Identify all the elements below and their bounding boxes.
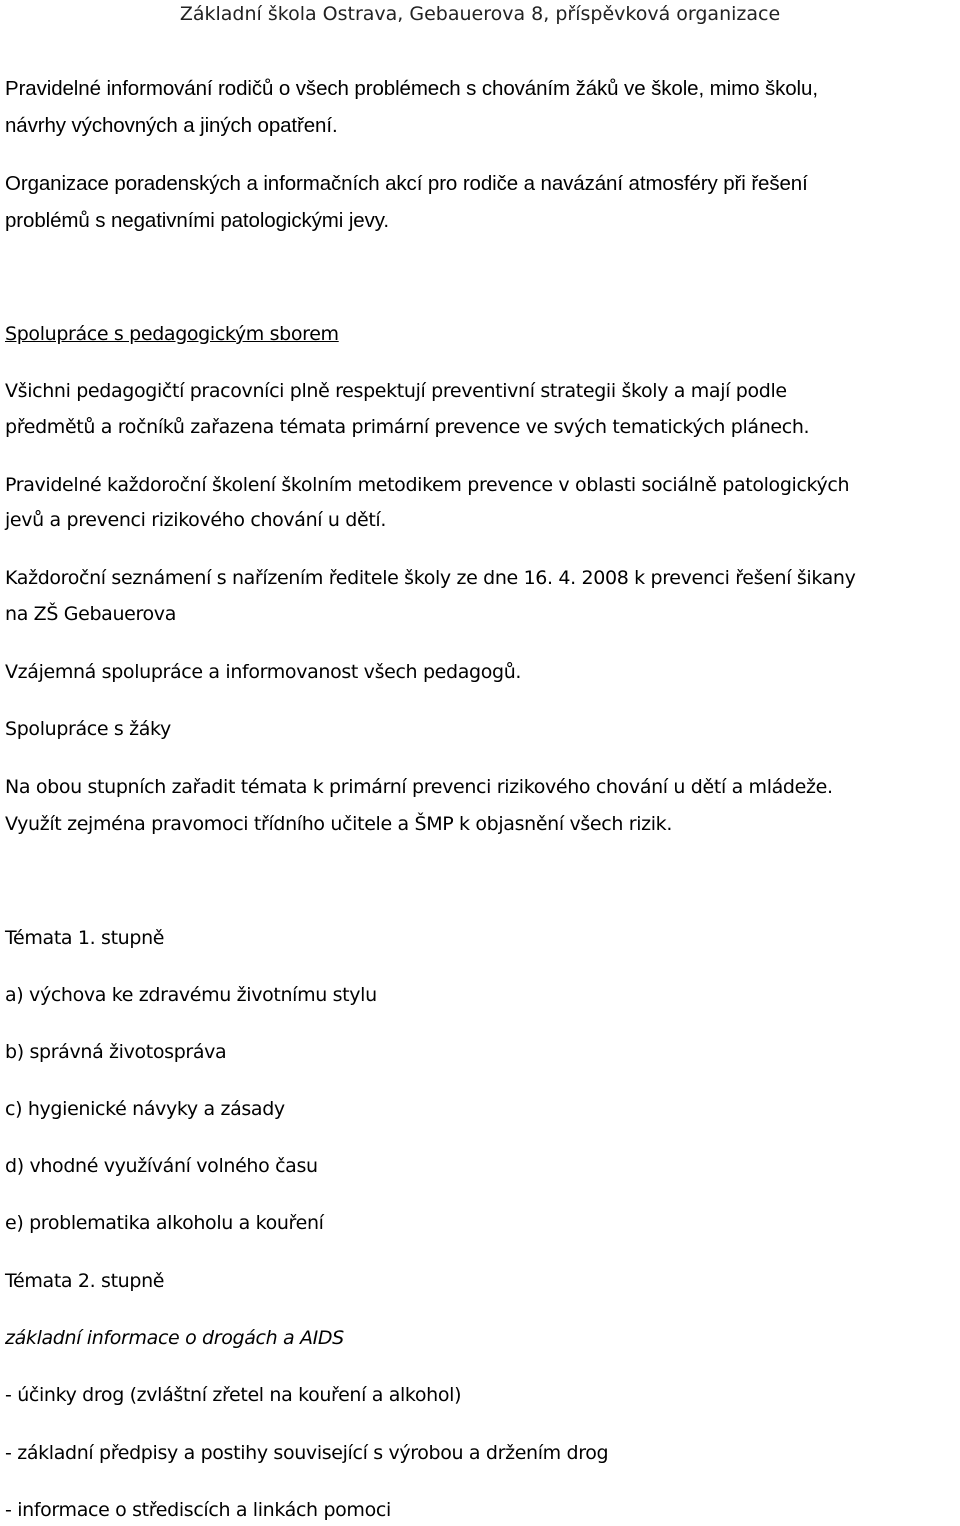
topics-1-heading: Témata 1. stupně [5,927,165,949]
paragraph-training-line-2: jevů a prevenci rizikového chování u dětí. [5,509,387,531]
paragraph-parent-info-line-2: návrhy výchovných a jiných opatření. [5,114,338,137]
topics-2-heading: Témata 2. stupně [5,1270,165,1292]
paragraph-pupils-heading: Spolupráce s žáky [5,718,171,740]
paragraph-events-line-1: Organizace poradenských a informačních akcí pro rodiče a navázání atmosféry při řešení [5,172,808,195]
paragraph-training-line-1: Pravidelné každoroční školení školním metodikem prevence v oblasti sociálně patologických [5,474,850,496]
topics-1-item-d: d) vhodné využívání volného času [5,1155,318,1177]
paragraph-events-line-2: problémů s negativními patologickými jevy. [5,209,389,232]
topics-1-item-e: e) problematika alkoholu a kouření [5,1212,324,1234]
paragraph-pupils-line-2: Využít zejména pravomoci třídního učitele a ŠMP k objasnění všech rizik. [5,813,673,835]
topics-1-item-c: c) hygienické návyky a zásady [5,1098,285,1120]
topics-1-item-a: a) výchova ke zdravému životnímu stylu [5,984,377,1006]
page-header: Základní škola Ostrava, Gebauerova 8, příspěvková organizace [179,3,781,25]
paragraph-staff-line-2: předmětů a ročníků zařazena témata primární prevence ve svých tematických plánech. [5,416,810,438]
section-heading: Spolupráce s pedagogickým sborem [5,323,339,345]
paragraph-pupils-line-1: Na obou stupních zařadit témata k primární prevenci rizikového chování u dětí a mládeže. [5,776,833,798]
paragraph-cooperation: Vzájemná spolupráce a informovanost všech pedagogů. [5,661,522,683]
topics-1-item-b: b) správná životospráva [5,1041,227,1063]
paragraph-staff-line-1: Všichni pedagogičtí pracovníci plně respektují preventivní strategii školy a mají podle [5,380,787,402]
topics-2-item-3: - informace o střediscích a linkách pomoci [5,1499,391,1521]
topics-2-item-1: - účinky drog (zvláštní zřetel na kouření a alkohol) [5,1384,462,1406]
topics-2-item-2: - základní předpisy a postihy související s výrobou a držením drog [5,1442,609,1464]
paragraph-parent-info-line-1: Pravidelné informování rodičů o všech problémech s chováním žáků ve škole, mimo školu, [5,77,818,100]
paragraph-regulation-line-2: na ZŠ Gebauerova [5,603,176,625]
paragraph-regulation-line-1: Každoroční seznámení s nařízením ředitele školy ze dne 16. 4. 2008 k prevenci řešení šikany [5,567,856,589]
topics-2-subheading: základní informace o drogách a AIDS [5,1327,344,1349]
